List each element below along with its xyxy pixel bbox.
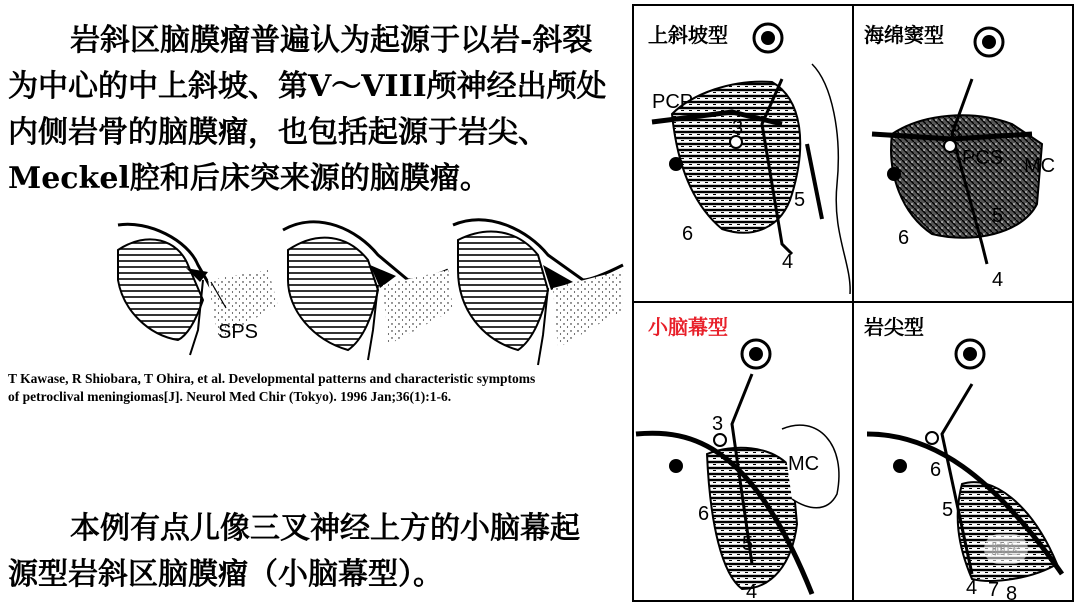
label-6: 6 [698,503,710,525]
label-4: 4 [746,581,758,603]
label-6: 6 [898,227,910,249]
panel-title-cavernous-sinus: 海绵窦型 [864,23,944,47]
classification-figure [632,4,1076,604]
intro-line-4: Meckel腔和后床突来源的脑膜瘤。 [8,161,490,196]
label-6: 6 [930,459,942,481]
bottom-line-1: 本例有点儿像三叉神经上方的小脑幕起 [70,511,580,546]
watermark: 脑医 [984,534,1028,564]
label-3: 3 [712,413,724,435]
intro-line-1: 岩斜区脑膜瘤普遍认为起源于以岩-斜裂 [70,23,593,58]
bottom-paragraph [8,506,628,598]
label-8: 8 [1006,583,1018,604]
panel-title-upper-clivus: 上斜坡型 [648,23,728,47]
intro-paragraph [8,18,628,202]
sps-stage-3 [453,220,623,365]
label-6: 6 [682,223,694,245]
label-5: 5 [992,205,1004,227]
label-5: 5 [742,533,754,555]
citation-line-2: of petroclival meningiomas[J]. Neurol Med Chir (Tokyo). 1996 Jan;36(1):1-6. [8,389,452,404]
bottom-line-2: 源型岩斜区脑膜瘤（小脑幕型）。 [8,557,443,592]
label-pcs: PCS [962,147,1004,169]
citation-line-1: T Kawase, R Shiobara, T Ohira, et al. Developmental patterns and characteristic symptoms [8,371,536,386]
label-4: 4 [966,577,978,599]
citation [8,370,628,406]
intro-line-3: 内侧岩骨的脑膜瘤，也包括起源于岩尖、 [8,115,548,150]
sps-figure [108,210,628,370]
label-mc: MC [788,453,820,475]
intro-line-2: 为中心的中上斜坡、第V～VIII颅神经出颅处 [8,69,607,104]
sps-stage-2 [283,222,453,360]
label-4: 4 [992,269,1004,291]
label-7: 7 [988,579,1000,601]
panel-title-petrous-apex: 岩尖型 [864,315,924,339]
panel-title-tentorial: 小脑幕型 [648,315,728,339]
label-4: 4 [782,251,794,273]
sps-label: SPS [218,321,259,343]
label-3: 3 [950,121,962,143]
label-5: 5 [942,499,954,521]
label-3: 3 [732,117,744,139]
label-pcp: PCP [652,91,694,113]
label-5: 5 [794,189,806,211]
label-mc: MC [1024,155,1056,177]
